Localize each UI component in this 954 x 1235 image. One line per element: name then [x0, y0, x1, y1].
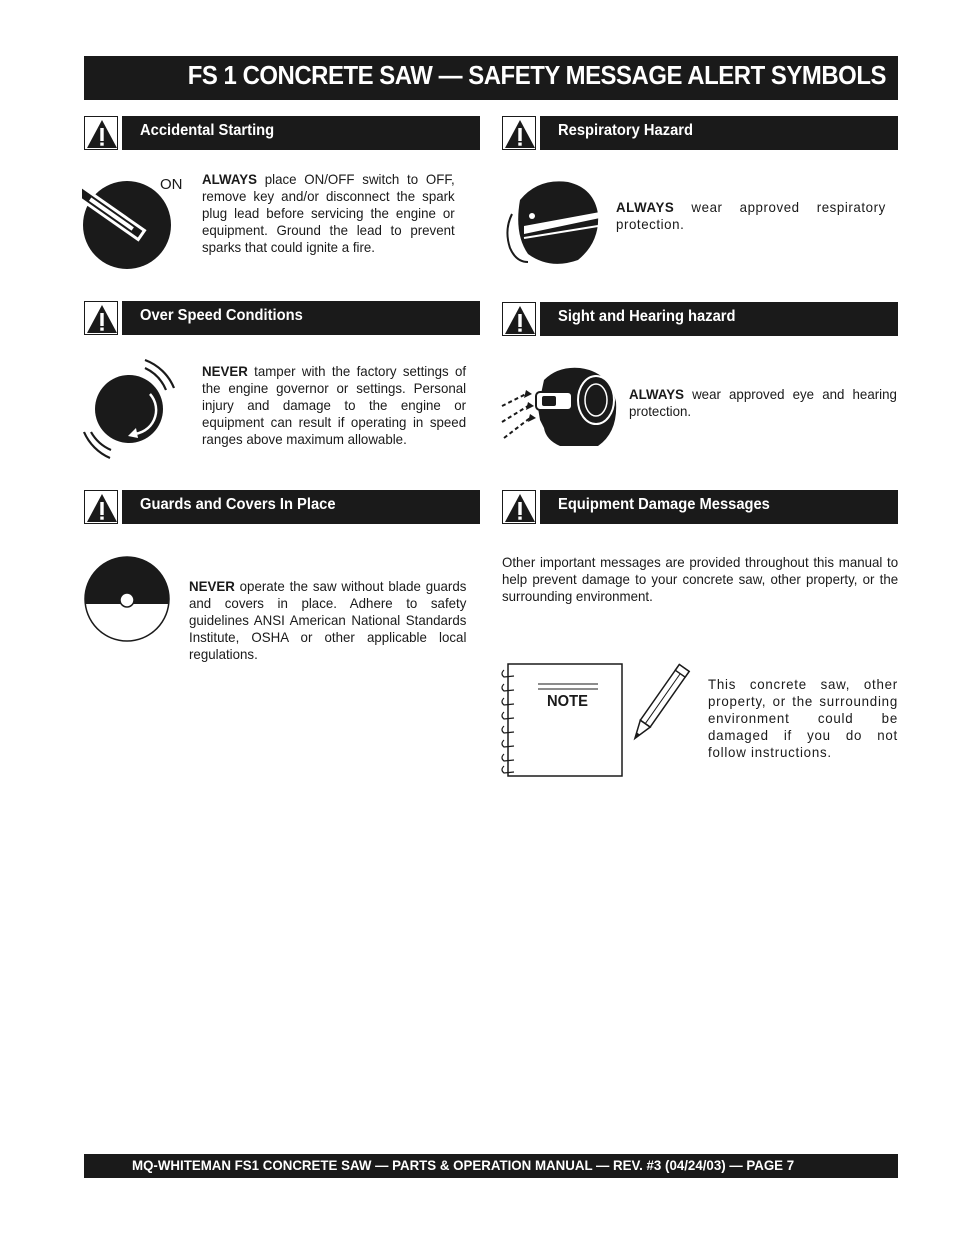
footer-bar — [84, 1154, 898, 1178]
footer-text: MQ-WHITEMAN FS1 CONCRETE SAW — PARTS & OPERATION MANUAL — REV. #3 (04/24/03) — PAGE 7 — [132, 1157, 795, 1173]
respiratory-text — [616, 199, 886, 233]
section-heading: Respiratory Hazard — [558, 122, 693, 139]
section-header-respiratory — [502, 116, 898, 150]
warning-triangle-icon — [84, 490, 118, 524]
section-header-sight-hearing — [502, 302, 898, 336]
accidental-starting-text — [202, 171, 455, 256]
page-title: FS 1 CONCRETE SAW — SAFETY MESSAGE ALERT SYMBOLS — [187, 60, 886, 90]
guards-covers-text — [189, 578, 466, 663]
warning-triangle-icon — [502, 116, 536, 150]
accidental-lead: ALWAYS — [202, 171, 257, 187]
warning-triangle-icon — [84, 116, 118, 150]
section-header-over-speed — [84, 301, 480, 335]
guards-body: operate the saw without blade guards and covers in place. Adhere to safety guidelines ANSI American National Standards Institute, OSHA or other applicable local regulations. — [189, 578, 467, 662]
over-speed-text — [202, 363, 466, 448]
goggles-earmuffs-icon — [498, 362, 622, 448]
section-heading: Accidental Starting — [140, 122, 275, 139]
note-text: This concrete saw, other property, or the surrounding environment could be damaged if you do not follow instructions. — [708, 676, 898, 760]
section-header-accidental-starting — [84, 116, 480, 150]
equipment-damage-text: Other important messages are provided throughout this manual to help prevent damage to your concrete saw, other property, or the surrounding environment. — [502, 554, 899, 604]
respiratory-body: wear approved respiratory protection. — [616, 199, 886, 232]
overspeed-lead: NEVER — [202, 363, 248, 379]
warning-triangle-icon — [502, 490, 536, 524]
switch-on-label: ON — [160, 176, 183, 193]
sight-body: wear approved eye and hearing protection. — [629, 386, 897, 419]
section-heading: Equipment Damage Messages — [558, 496, 770, 513]
warning-triangle-icon — [84, 301, 118, 335]
section-heading: Sight and Hearing hazard — [558, 308, 736, 325]
section-heading: Over Speed Conditions — [140, 307, 303, 324]
section-header-equipment-damage — [502, 490, 898, 524]
overspeed-body: tamper with the factory settings of the engine governor or settings. Personal injury and damage to the engine or equipment can result if operating in speed ranges above maximum allowable. — [202, 363, 467, 447]
sight-lead: ALWAYS — [629, 386, 684, 402]
note-label: NOTE — [547, 693, 588, 710]
warning-triangle-icon — [502, 302, 536, 336]
saw-blade-guard-icon — [82, 552, 172, 644]
page-title-bar — [84, 56, 898, 100]
accidental-body: place ON/OFF switch to OFF, remove key and/or disconnect the spark plug lead before servicing the engine or equipment. Ground the lead to prevent sparks that could ignite a fire. — [202, 171, 455, 255]
respiratory-lead: ALWAYS — [616, 199, 675, 215]
sight-hearing-text — [629, 386, 897, 420]
rotating-dial-icon — [80, 354, 180, 464]
section-header-guards-covers — [84, 490, 480, 524]
section-heading: Guards and Covers In Place — [140, 496, 336, 513]
notebook-icon — [500, 662, 626, 780]
pencil-icon — [624, 658, 694, 750]
respirator-mask-icon — [498, 178, 608, 268]
guards-lead: NEVER — [189, 578, 235, 594]
